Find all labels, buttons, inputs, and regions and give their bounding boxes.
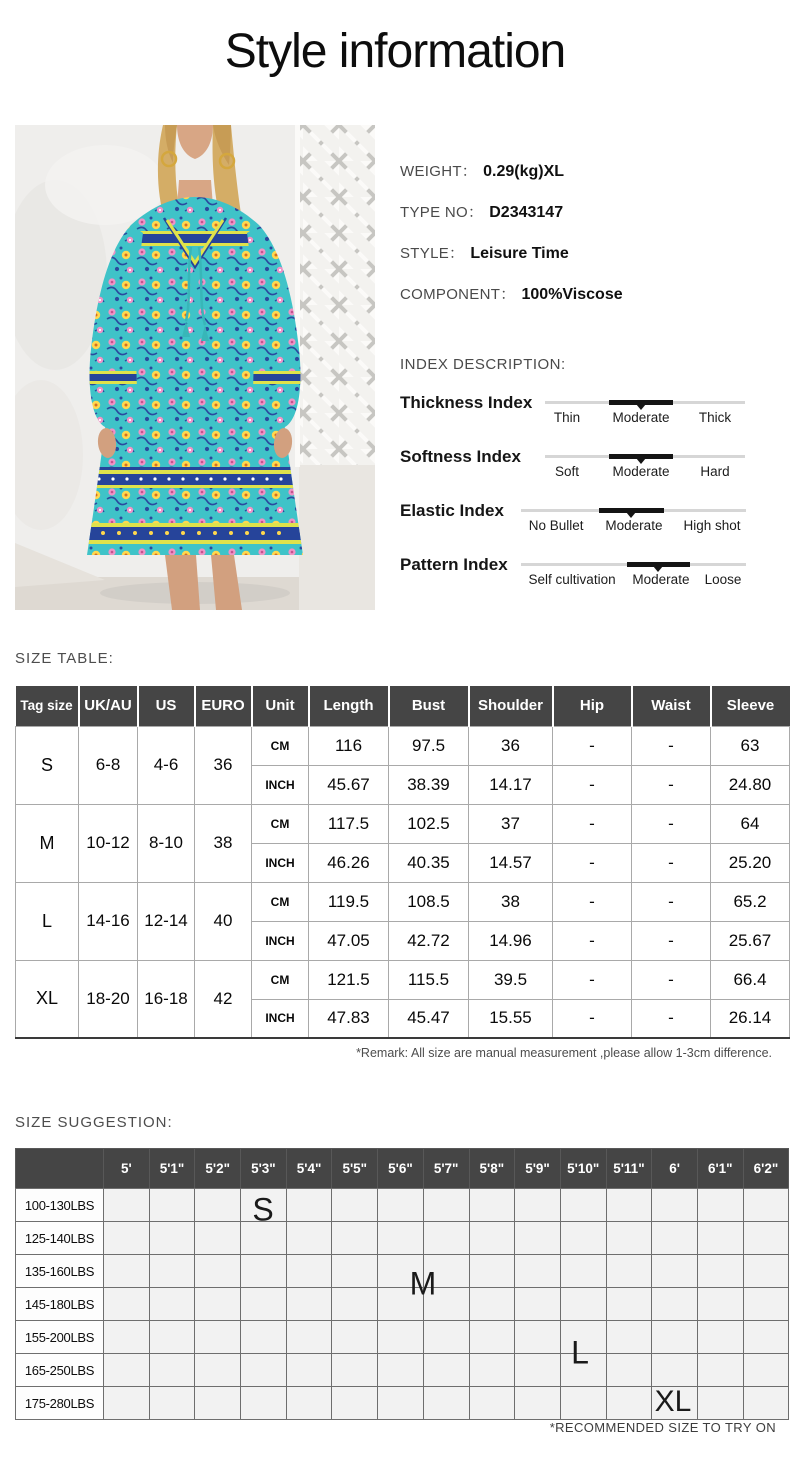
size-table-cell: XL [16,960,79,1038]
grid-cell [469,1222,515,1255]
grid-row [16,1189,789,1222]
weight-label-cell: 125-140LBS [16,1222,104,1255]
grid-cell [469,1255,515,1288]
index-label: Soft [554,464,580,479]
index-label: High shot [683,518,741,533]
grid-cell [104,1189,150,1222]
product-field-style [400,242,780,263]
height-header-cell: 5'9" [515,1149,561,1189]
grid-cell [104,1288,150,1321]
size-table-cell: 25.20 [711,843,790,882]
grid-cell [652,1222,698,1255]
grid-cell [104,1354,150,1387]
size-table-header-cell: US [138,686,195,726]
size-table-cell: 115.5 [389,960,469,999]
grid-cell [241,1321,287,1354]
grid-cell [104,1255,150,1288]
grid-cell [149,1255,195,1288]
size-table-cell: 14.57 [469,843,553,882]
grid-cell [286,1189,332,1222]
grid-cell [560,1189,606,1222]
height-header-cell: 6'2" [743,1149,789,1189]
grid-cell [697,1387,743,1420]
grid-cell [606,1255,652,1288]
size-table-cell: - [553,999,632,1038]
size-table-cell: 24.80 [711,765,790,804]
grid-cell [743,1354,789,1387]
size-table-cell: 26.14 [711,999,790,1038]
grid-cell [286,1288,332,1321]
size-table-cell: 4-6 [138,726,195,804]
grid-cell [378,1387,424,1420]
size-table-cell: 16-18 [138,960,195,1038]
height-header-cell: 5'10" [560,1149,606,1189]
grid-cell [469,1354,515,1387]
size-table-cell: 39.5 [469,960,553,999]
size-table-header-cell: Bust [389,686,469,726]
zone-letter-m: M [409,1265,437,1302]
unit-cell: INCH [252,999,309,1038]
grid-cell [286,1222,332,1255]
size-table-cell: 47.83 [309,999,389,1038]
size-table-cell: - [632,843,711,882]
size-table-heading: SIZE TABLE: [15,650,114,667]
size-table-header-cell: Shoulder [469,686,553,726]
size-table-header-cell: Waist [632,686,711,726]
grid-row [16,1222,789,1255]
height-header-cell: 5'11" [606,1149,652,1189]
index-name: Softness Index [400,447,521,466]
grid-cell [286,1255,332,1288]
weight-label-cell: 165-250LBS [16,1354,104,1387]
grid-cell [332,1387,378,1420]
weight-label-cell: 155-200LBS [16,1321,104,1354]
height-header-cell: 5'1" [149,1149,195,1189]
grid-cell [423,1321,469,1354]
index-label: Thick [698,410,732,425]
grid-cell [606,1222,652,1255]
size-table-cell: - [632,999,711,1038]
height-header-cell: 5'2" [195,1149,241,1189]
size-table-cell: M [16,804,79,882]
grid-cell [697,1222,743,1255]
size-suggestion-table [15,1148,789,1420]
grid-cell [423,1354,469,1387]
height-header-cell: 5'4" [286,1149,332,1189]
size-table-cell: 47.05 [309,921,389,960]
unit-cell: CM [252,726,309,765]
index-name: Thickness Index [400,393,533,412]
grid-cell [515,1189,561,1222]
index-row-elastic [400,496,788,550]
height-header-cell: 5' [104,1149,150,1189]
size-table-cell: - [632,921,711,960]
size-table-cell: 65.2 [711,882,790,921]
size-table-cell: 38 [469,882,553,921]
grid-cell [149,1354,195,1387]
size-table-cell: 45.47 [389,999,469,1038]
index-label: Thin [553,410,581,425]
grid-cell [195,1189,241,1222]
unit-cell: INCH [252,921,309,960]
grid-cell [332,1222,378,1255]
size-table-header-cell: Tag size [16,686,79,726]
size-table-cell: - [632,765,711,804]
grid-cell [606,1321,652,1354]
size-table-cell: 36 [195,726,252,804]
size-table-cell: 97.5 [389,726,469,765]
grid-cell [743,1288,789,1321]
size-table-cell: 42.72 [389,921,469,960]
weight-label-cell: 100-130LBS [16,1189,104,1222]
size-table-cell: L [16,882,79,960]
index-row-thickness [400,388,788,442]
index-label: Moderate [612,410,670,425]
size-table-cell: - [553,765,632,804]
size-table-cell: 25.67 [711,921,790,960]
grid-cell [652,1288,698,1321]
height-header-cell: 6' [652,1149,698,1189]
grid-cell [149,1321,195,1354]
grid-cell [195,1222,241,1255]
weight-label-cell: 135-160LBS [16,1255,104,1288]
size-table-cell: 63 [711,726,790,765]
grid-row [16,1321,789,1354]
height-header-cell: 6'1" [697,1149,743,1189]
height-header-cell: 5'7" [423,1149,469,1189]
size-table-cell: 40.35 [389,843,469,882]
field-label: COMPONENT： [400,286,516,303]
index-description-heading: INDEX DESCRIPTION: [400,356,566,373]
height-header-cell: 5'8" [469,1149,515,1189]
grid-cell [697,1189,743,1222]
height-header-cell: 5'3" [241,1149,287,1189]
size-table-cell: - [553,726,632,765]
size-table-cell: 38 [195,804,252,882]
grid-cell [560,1387,606,1420]
size-table-cell: 119.5 [309,882,389,921]
height-header-cell: 5'6" [378,1149,424,1189]
size-table-cell: - [553,921,632,960]
size-table-cell: 14.17 [469,765,553,804]
index-label: Moderate [605,518,663,533]
size-table-cell: 46.26 [309,843,389,882]
grid-cell [378,1189,424,1222]
size-table-cell: - [553,882,632,921]
grid-cell [378,1354,424,1387]
grid-cell [606,1354,652,1387]
recommended-size-footnote: *RECOMMENDED SIZE TO TRY ON [549,1420,776,1435]
unit-cell: INCH [252,843,309,882]
zone-letter-s: S [252,1191,274,1228]
grid-cell [332,1354,378,1387]
size-table-cell: 15.55 [469,999,553,1038]
index-row-softness [400,442,788,496]
product-field-component [400,283,780,304]
grid-cell [149,1189,195,1222]
size-table-cell: 121.5 [309,960,389,999]
grid-cell [560,1255,606,1288]
size-suggestion-heading: SIZE SUGGESTION: [15,1114,173,1131]
height-header-cell: 5'5" [332,1149,378,1189]
grid-cell [149,1387,195,1420]
size-table-cell: 18-20 [79,960,138,1038]
grid-cell [378,1321,424,1354]
size-table-cell: 64 [711,804,790,843]
size-table-cell: - [553,843,632,882]
index-label: Hard [700,464,730,479]
grid-cell [515,1387,561,1420]
index-label: Moderate [612,464,670,479]
grid-cell [697,1321,743,1354]
grid-cell [241,1387,287,1420]
grid-cell [469,1288,515,1321]
grid-cell [195,1255,241,1288]
grid-cell [286,1321,332,1354]
grid-cell [652,1255,698,1288]
size-table-cell: 45.67 [309,765,389,804]
size-table-row [16,726,790,765]
grid-cell [652,1321,698,1354]
grid-cell [149,1222,195,1255]
size-table-cell: - [632,726,711,765]
grid-cell [241,1354,287,1387]
size-table-header-cell: Unit [252,686,309,726]
field-label: WEIGHT： [400,163,478,180]
size-table-cell: 66.4 [711,960,790,999]
product-field-type-no [400,201,780,222]
size-table-cell: 6-8 [79,726,138,804]
size-table-header-cell: Sleeve [711,686,790,726]
grid-cell [149,1288,195,1321]
grid-cell [286,1354,332,1387]
index-label: Moderate [632,572,690,587]
grid-cell [241,1255,287,1288]
zone-letter-l: L [571,1334,589,1371]
size-table-cell: 36 [469,726,553,765]
index-name: Elastic Index [400,501,504,520]
field-value: 100%Viscose [521,286,623,303]
size-table-cell: 102.5 [389,804,469,843]
grid-cell [469,1387,515,1420]
grid-cell [606,1288,652,1321]
size-table-cell: 42 [195,960,252,1038]
grid-cell [469,1321,515,1354]
grid-cell [652,1189,698,1222]
weight-label-cell: 175-280LBS [16,1387,104,1420]
size-table-cell: 108.5 [389,882,469,921]
index-slider [521,563,746,587]
grid-cell [195,1354,241,1387]
size-table-row [16,804,790,843]
size-table-cell: - [553,960,632,999]
unit-cell: CM [252,960,309,999]
grid-cell [515,1255,561,1288]
index-label: Loose [704,572,742,587]
size-table-cell: - [632,804,711,843]
grid-row [16,1255,789,1288]
grid-cell [697,1255,743,1288]
size-table-cell: S [16,726,79,804]
field-value: 0.29(kg)XL [483,163,565,180]
grid-cell [332,1288,378,1321]
size-table-row [16,960,790,999]
index-label: No Bullet [528,518,584,533]
grid-cell [241,1288,287,1321]
grid-cell [195,1321,241,1354]
grid-cell [697,1354,743,1387]
size-table-cell: 12-14 [138,882,195,960]
grid-cell [423,1189,469,1222]
size-table-header-cell: Length [309,686,389,726]
size-table-cell: 14.96 [469,921,553,960]
grid-cell [515,1321,561,1354]
grid-cell [378,1222,424,1255]
field-label: TYPE NO： [400,204,484,221]
grid-cell [423,1387,469,1420]
size-table-header-cell: EURO [195,686,252,726]
grid-cell [423,1222,469,1255]
index-row-pattern [400,550,788,604]
unit-cell: CM [252,804,309,843]
grid-cell [743,1387,789,1420]
grid-cell [332,1189,378,1222]
grid-cell [560,1222,606,1255]
size-table-cell: 116 [309,726,389,765]
field-value: Leisure Time [470,245,569,262]
unit-cell: CM [252,882,309,921]
product-photo [15,125,375,610]
index-label: Self cultivation [528,572,616,587]
index-slider [521,509,746,533]
weight-label-cell: 145-180LBS [16,1288,104,1321]
grid-cell [104,1387,150,1420]
size-table-cell: 8-10 [138,804,195,882]
grid-cell [743,1321,789,1354]
grid-cell [560,1288,606,1321]
size-suggestion-grid [15,1148,790,1420]
size-table-cell: 40 [195,882,252,960]
size-table-cell: 37 [469,804,553,843]
size-table-remark: *Remark: All size are manual measurement ,please allow 1-3cm difference. [356,1046,772,1060]
index-name: Pattern Index [400,555,508,574]
grid-cell [743,1255,789,1288]
product-field-weight [400,160,780,181]
size-table-cell: 38.39 [389,765,469,804]
grid-cell [195,1387,241,1420]
grid-cell [697,1288,743,1321]
size-table-cell: - [632,882,711,921]
grid-cell [515,1354,561,1387]
grid-cell [743,1189,789,1222]
grid-cell [332,1255,378,1288]
grid-cell [332,1321,378,1354]
size-table-cell: - [553,804,632,843]
unit-cell: INCH [252,765,309,804]
grid-cell [743,1222,789,1255]
size-table-cell: 14-16 [79,882,138,960]
size-table-header-cell: Hip [553,686,632,726]
index-slider [545,455,745,479]
size-table [15,686,790,1039]
field-value: D2343147 [489,204,564,221]
grid-row [16,1354,789,1387]
dress-illustration-svg [15,125,375,610]
grid-cell [652,1354,698,1387]
grid-cell [606,1387,652,1420]
grid-cell [195,1288,241,1321]
size-table-cell: 117.5 [309,804,389,843]
grid-cell [606,1189,652,1222]
size-table-header-cell: UK/AU [79,686,138,726]
size-table-row [16,882,790,921]
grid-cell [515,1222,561,1255]
grid-cell [469,1189,515,1222]
size-table-cell: - [632,960,711,999]
field-label: STYLE： [400,245,465,262]
grid-corner-cell [16,1149,104,1189]
grid-cell [104,1222,150,1255]
zone-letter-xl: XL [654,1385,692,1418]
grid-cell [104,1321,150,1354]
size-table-cell: 10-12 [79,804,138,882]
grid-cell [286,1387,332,1420]
grid-cell [515,1288,561,1321]
grid-row [16,1288,789,1321]
index-slider [545,401,745,425]
page-title: Style information [224,25,566,78]
